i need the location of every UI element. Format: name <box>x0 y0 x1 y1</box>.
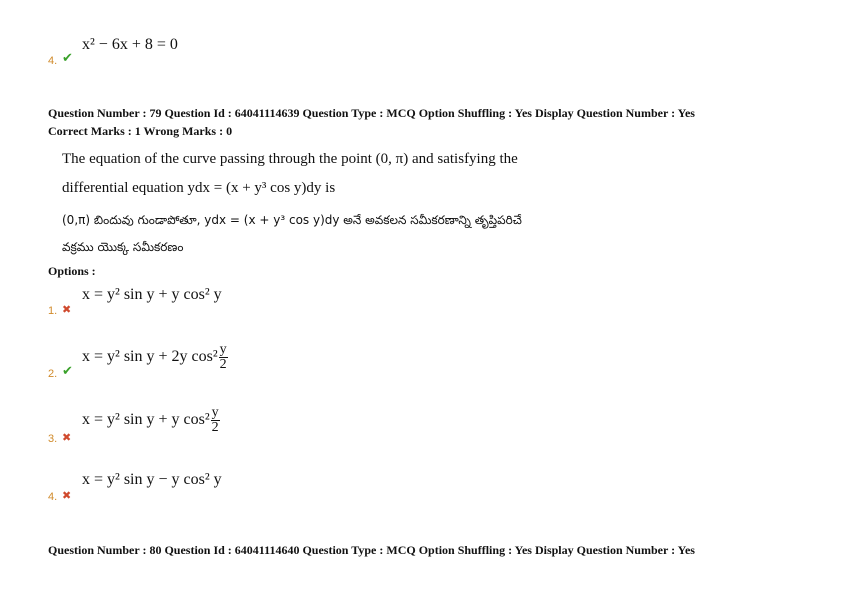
question-79-meta-line1: Question Number : 79 Question Id : 64041114639 Question Type : MCQ Option Shuffling : Yes Display Question Number : Yes <box>48 106 695 120</box>
question-80-meta-line1: Question Number : 80 Question Id : 64041114640 Question Type : MCQ Option Shuffling : Yes Display Question Number : Yes <box>48 543 695 557</box>
option-1-number: 1. <box>48 305 58 317</box>
prev-option-4-text: x² − 6x + 8 = 0 <box>82 36 178 53</box>
option-2-text <box>82 343 228 372</box>
question-79-telugu-line2: వక్రము యొక్క సమీకరణం <box>62 240 184 254</box>
cross-icon: ✖ <box>62 303 72 316</box>
prev-option-4-number: 4. <box>48 55 58 67</box>
options-label: Options : <box>48 264 96 278</box>
question-79-stem-line2: differential equation ydx = (x + y³ cos y)dy is <box>62 180 336 196</box>
option-3-text-main: x = y² sin y + y cos² <box>82 411 210 429</box>
check-icon: ✔ <box>62 51 73 66</box>
cross-icon: ✖ <box>62 431 72 444</box>
option-2-number: 2. <box>48 368 58 380</box>
option-3-fraction-denominator: 2 <box>211 420 219 435</box>
option-3-fraction-numerator: y <box>211 405 219 420</box>
option-2-fraction <box>219 343 228 372</box>
option-2-fraction-denominator: 2 <box>219 357 227 372</box>
option-3-fraction <box>211 406 220 435</box>
question-79-telugu-line1: (0,π) బిందువు గుండాపోతూ, ydx = (x + y³ cos y)dy అనే అవకలన సమీకరణాన్ని తృప్తిపరిచే <box>62 213 522 227</box>
question-79-stem-line1: The equation of the curve passing through the point (0, π) and satisfying the <box>62 151 518 167</box>
option-4-number: 4. <box>48 491 58 503</box>
check-icon: ✔ <box>62 364 73 379</box>
option-3-text <box>82 406 220 435</box>
option-2-fraction-numerator: y <box>219 342 227 357</box>
question-79-meta-line2: Correct Marks : 1 Wrong Marks : 0 <box>48 124 233 138</box>
option-3-number: 3. <box>48 433 58 445</box>
option-4-text: x = y² sin y − y cos² y <box>82 471 222 488</box>
option-2-text-main: x = y² sin y + 2y cos² <box>82 348 218 366</box>
option-1-text: x = y² sin y + y cos² y <box>82 286 222 303</box>
cross-icon: ✖ <box>62 489 72 502</box>
